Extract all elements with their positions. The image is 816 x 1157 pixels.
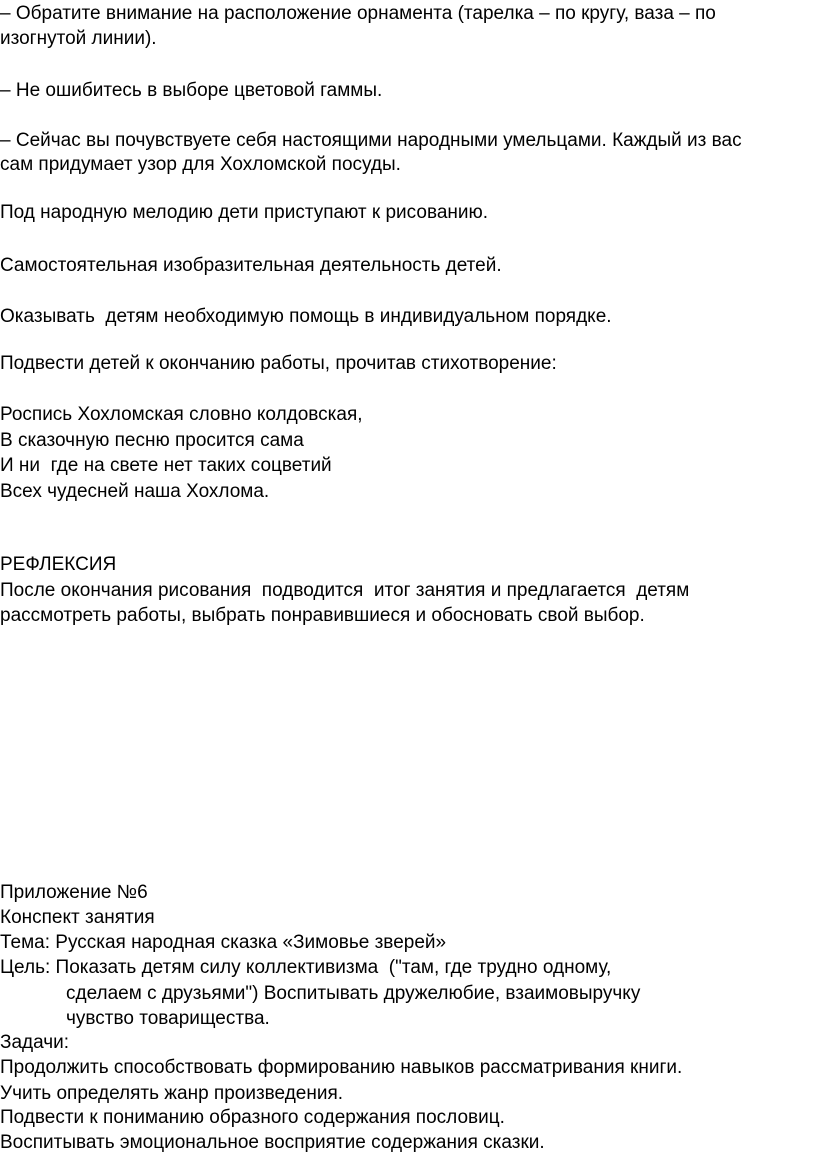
paragraph-line: После окончания рисования подводится итог занятия и предлагается детям <box>0 580 690 601</box>
paragraph-line: Самостоятельная изобразительная деятельность детей. <box>0 255 502 276</box>
paragraph-line: Подвести детей к окончанию работы, прочитав стихотворение: <box>0 353 557 374</box>
paragraph-line: изогнутой линии). <box>0 28 157 49</box>
paragraph-line: – Обратите внимание на расположение орнамента (тарелка – по кругу, ваза – по <box>0 3 716 24</box>
appendix-label: Приложение №6 <box>0 882 148 903</box>
task-item: Учить определять жанр произведения. <box>0 1083 344 1104</box>
paragraph-line: Под народную мелодию дети приступают к рисованию. <box>0 202 489 223</box>
poem-line: Всех чудесней наша Хохлома. <box>0 481 270 502</box>
poem-line: В сказочную песню просится сама <box>0 430 304 451</box>
section-heading: РЕФЛЕКСИЯ <box>0 554 117 575</box>
task-item: Воспитывать эмоциональное восприятие содержания сказки. <box>0 1132 545 1153</box>
poem-line: Роспись Хохломская словно колдовская, <box>0 404 363 425</box>
topic-line: Тема: Русская народная сказка «Зимовье зверей» <box>0 932 447 953</box>
paragraph-line: – Не ошибитесь в выборе цветовой гаммы. <box>0 80 383 101</box>
poem-line: И ни где на свете нет таких соцветий <box>0 455 332 476</box>
paragraph-line: рассмотреть работы, выбрать понравившиеся и обосновать свой выбор. <box>0 605 645 626</box>
task-item: Подвести к пониманию образного содержания пословиц. <box>0 1107 505 1128</box>
goal-line: сделаем с друзьями") Воспитывать дружелюбие, взаимовыручку <box>66 983 641 1004</box>
tasks-heading: Задачи: <box>0 1032 70 1053</box>
task-item: Продолжить способствовать формированию навыков рассматривания книги. <box>0 1057 683 1078</box>
paragraph-line: – Сейчас вы почувствуете себя настоящими народными умельцами. Каждый из вас <box>0 130 742 151</box>
paragraph-line: Оказывать детям необходимую помощь в индивидуальном порядке. <box>0 306 612 327</box>
goal-line: чувство товарищества. <box>66 1008 270 1029</box>
paragraph-line: сам придумает узор для Хохломской посуды. <box>0 154 401 175</box>
outline-label: Конспект занятия <box>0 907 155 928</box>
goal-line: Цель: Показать детям силу коллективизма ("там, где трудно одному, <box>0 957 612 978</box>
